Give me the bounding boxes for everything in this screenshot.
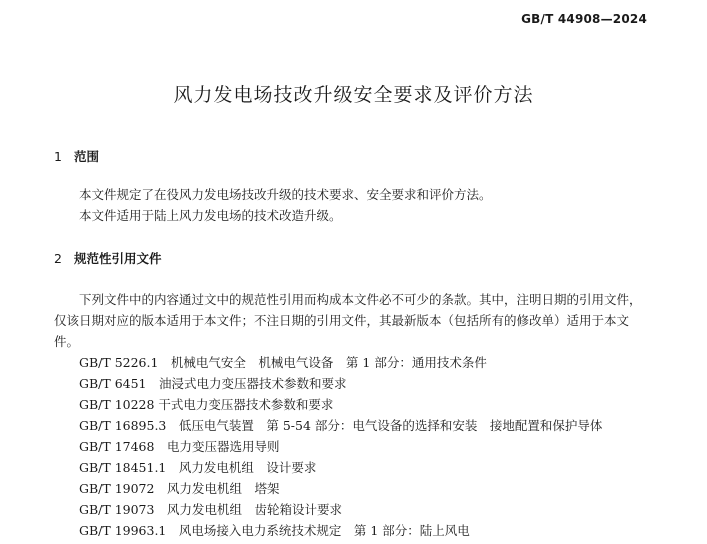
reference-item: GB/T 19072 风力发电机组 塔架 [79, 481, 280, 496]
reference-item: GB/T 6451 油浸式电力变压器技术参数和要求 [79, 376, 347, 391]
reference-item: GB/T 17468 电力变压器选用导则 [79, 439, 280, 454]
section-heading-scope [54, 147, 99, 165]
section-title: 规范性引用文件 [74, 251, 162, 266]
reference-item: GB/T 10228 干式电力变压器技术参数和要求 [79, 397, 334, 412]
section-number: 2 [54, 251, 62, 266]
references-intro-paragraph: 下列文件中的内容通过文中的规范性引用而构成本文件必不可少的条款。其中，注明日期的引用文件，仅该日期对应的版本适用于本文件；不注日期的引用文件，其最新版本（包括所有的修改单）适用于本文件。 [54, 292, 642, 349]
reference-item: GB/T 18451.1 风力发电机组 设计要求 [79, 460, 317, 475]
reference-item: GB/T 5226.1 机械电气安全 机械电气设备 第 1 部分：通用技术条件 [79, 355, 487, 370]
standard-code: GB/T 44908—2024 [521, 12, 647, 26]
section-title: 范围 [74, 149, 100, 164]
document-title: 风力发电场技改升级安全要求及评价方法 [173, 84, 534, 106]
reference-item: GB/T 19963.1 风电场接入电力系统技术规定 第 1 部分：陆上风电 [79, 523, 470, 538]
section-heading-normative-references [54, 249, 162, 267]
section-number: 1 [54, 149, 62, 164]
reference-item: GB/T 19073 风力发电机组 齿轮箱设计要求 [79, 502, 342, 517]
scope-paragraph: 本文件适用于陆上风力发电场的技术改造升级。 [79, 208, 342, 223]
reference-list [79, 352, 679, 541]
reference-item: GB/T 16895.3 低压电气装置 第 5-54 部分：电气设备的选择和安装 接地配置和保护导体 [79, 418, 603, 433]
scope-paragraph: 本文件规定了在役风力发电场技改升级的技术要求、安全要求和评价方法。 [79, 187, 492, 202]
